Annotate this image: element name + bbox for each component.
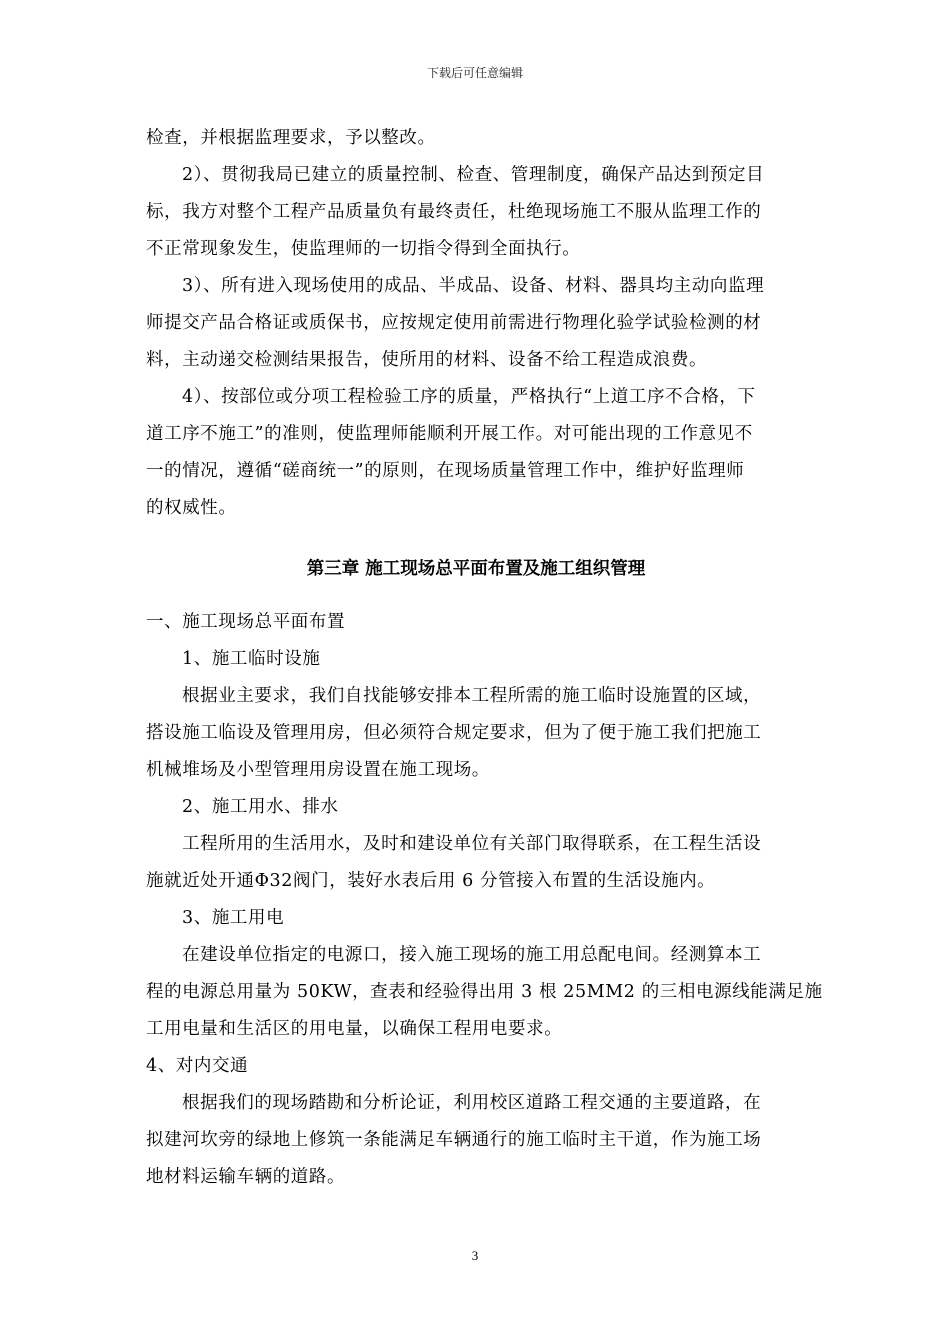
paragraph-line: 根据业主要求，我们自找能够安排本工程所需的施工临时设施置的区域， <box>182 686 762 706</box>
paragraph-line: 根据我们的现场踏勘和分析论证，利用校区道路工程交通的主要道路，在 <box>182 1093 762 1113</box>
subsection-heading: 1、施工临时设施 <box>182 649 321 669</box>
paragraph-line: 师提交产品合格证或质保书，应按规定使用前需进行物理化验学试验检测的材 <box>146 313 762 333</box>
paragraph-line: 拟建河坎旁的绿地上修筑一条能满足车辆通行的施工临时主干道，作为施工场 <box>146 1130 762 1150</box>
subsection-heading: 2、施工用水、排水 <box>182 797 339 817</box>
subsection-heading: 4、对内交通 <box>146 1056 249 1076</box>
paragraph-line: 的权威性。 <box>146 498 237 518</box>
paragraph-line: 4）、按部位或分项工程检验工序的质量，严格执行“上道工序不合格，下 <box>182 387 756 407</box>
paragraph-line: 机械堆场及小型管理用房设置在施工现场。 <box>146 760 490 780</box>
paragraph-line: 料，主动递交检测结果报告，使所用的材料、设备不给工程造成浪费。 <box>146 350 708 370</box>
paragraph-line: 工程所用的生活用水，及时和建设单位有关部门取得联系，在工程生活设 <box>182 834 762 854</box>
paragraph-line: 程的电源总用量为 50KW，查表和经验得出用 3 根 25MM2 的三相电源线能满足施 <box>146 982 823 1002</box>
paragraph-line: 道工序不施工”的准则，使监理师能顺利开展工作。对可能出现的工作意见不 <box>146 424 753 444</box>
paragraph-line: 在建设单位指定的电源口，接入施工现场的施工用总配电间。经测算本工 <box>182 945 762 965</box>
paragraph-line: 3）、所有进入现场使用的成品、半成品、设备、材料、器具均主动向监理 <box>182 276 765 296</box>
paragraph-line: 搭设施工临设及管理用房，但必须符合规定要求，但为了便于施工我们把施工 <box>146 723 762 743</box>
paragraph-line: 2）、贯彻我局已建立的质量控制、检查、管理制度，确保产品达到预定目 <box>182 165 765 185</box>
paragraph-line: 不正常现象发生，使监理师的一切指令得到全面执行。 <box>146 239 581 259</box>
paragraph-line: 工用电量和生活区的用电量，以确保工程用电要求。 <box>146 1019 563 1039</box>
paragraph-line: 一的情况，遵循“磋商统一”的原则，在现场质量管理工作中，维护好监理师 <box>146 461 745 481</box>
page-number: 3 <box>471 1248 479 1263</box>
section-heading: 一、施工现场总平面布置 <box>146 612 346 632</box>
paragraph-line: 地材料运输车辆的道路。 <box>146 1167 346 1187</box>
paragraph-line: 检查，并根据监理要求，予以整改。 <box>146 128 436 148</box>
paragraph-line: 施就近处开通Φ32阀门，装好水表后用 6 分管接入布置的生活设施内。 <box>146 871 716 891</box>
page-header: 下载后可任意编辑 <box>426 66 523 80</box>
paragraph-line: 标，我方对整个工程产品质量负有最终责任，杜绝现场施工不服从监理工作的 <box>146 202 762 222</box>
chapter-title: 第三章 施工现场总平面布置及施工组织管理 <box>306 559 646 579</box>
subsection-heading: 3、施工用电 <box>182 908 285 928</box>
document-body <box>146 120 823 1196</box>
